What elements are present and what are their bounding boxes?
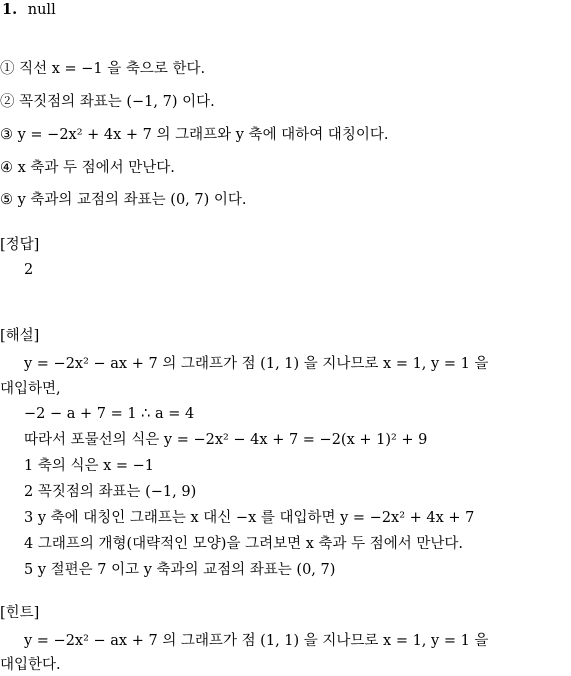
hint-line-1: y = −2x² − ax + 7 의 그래프가 점 (1, 1) 을 지나므로 x = 1, y = 1 을 [24, 633, 489, 649]
explanation-line-5: 2 꼭짓점의 좌표는 (−1, 9) [24, 484, 197, 500]
problem-header [2, 0, 56, 21]
answer-value: 2 [24, 262, 34, 278]
choice-3: ③ y = −2x² + 4x + 7 의 그래프와 y 축에 대하여 대칭이다. [0, 127, 389, 143]
explanation-line-4: 1 축의 식은 x = −1 [24, 458, 155, 474]
explanation-line-1b: 대입하면, [0, 381, 61, 397]
explanation-line-8: 5 y 절편은 7 이고 y 축과의 교점의 좌표는 (0, 7) [24, 562, 336, 578]
choice-5: ⑤ y 축과의 교점의 좌표는 (0, 7) 이다. [0, 192, 247, 208]
problem-title: null [27, 2, 56, 18]
explanation-line-3: 따라서 포물선의 식은 y = −2x² − 4x + 7 = −2(x + 1)² + 9 [24, 432, 428, 448]
hint-heading: [힌트] [0, 605, 40, 621]
choice-1: ① 직선 x = −1 을 축으로 한다. [0, 61, 206, 77]
explanation-line-2: −2 − a + 7 = 1 ∴ a = 4 [24, 406, 195, 422]
choice-4: ④ x 축과 두 점에서 만난다. [0, 160, 175, 176]
explanation-line-7: 4 그래프의 개형(대략적인 모양)을 그려보면 x 축과 두 점에서 만난다. [24, 536, 463, 552]
explanation-line-1: y = −2x² − ax + 7 의 그래프가 점 (1, 1) 을 지나므로 x = 1, y = 1 을 [24, 356, 489, 372]
hint-line-1b: 대입한다. [0, 657, 61, 673]
explanation-heading: [해설] [0, 328, 40, 344]
choice-2: ② 꼭짓점의 좌표는 (−1, 7) 이다. [0, 94, 215, 110]
answer-heading: [정답] [0, 237, 40, 253]
problem-number: 1. [2, 1, 18, 18]
explanation-line-6: 3 y 축에 대칭인 그래프는 x 대신 −x 를 대입하면 y = −2x² + 4x + 7 [24, 510, 475, 526]
